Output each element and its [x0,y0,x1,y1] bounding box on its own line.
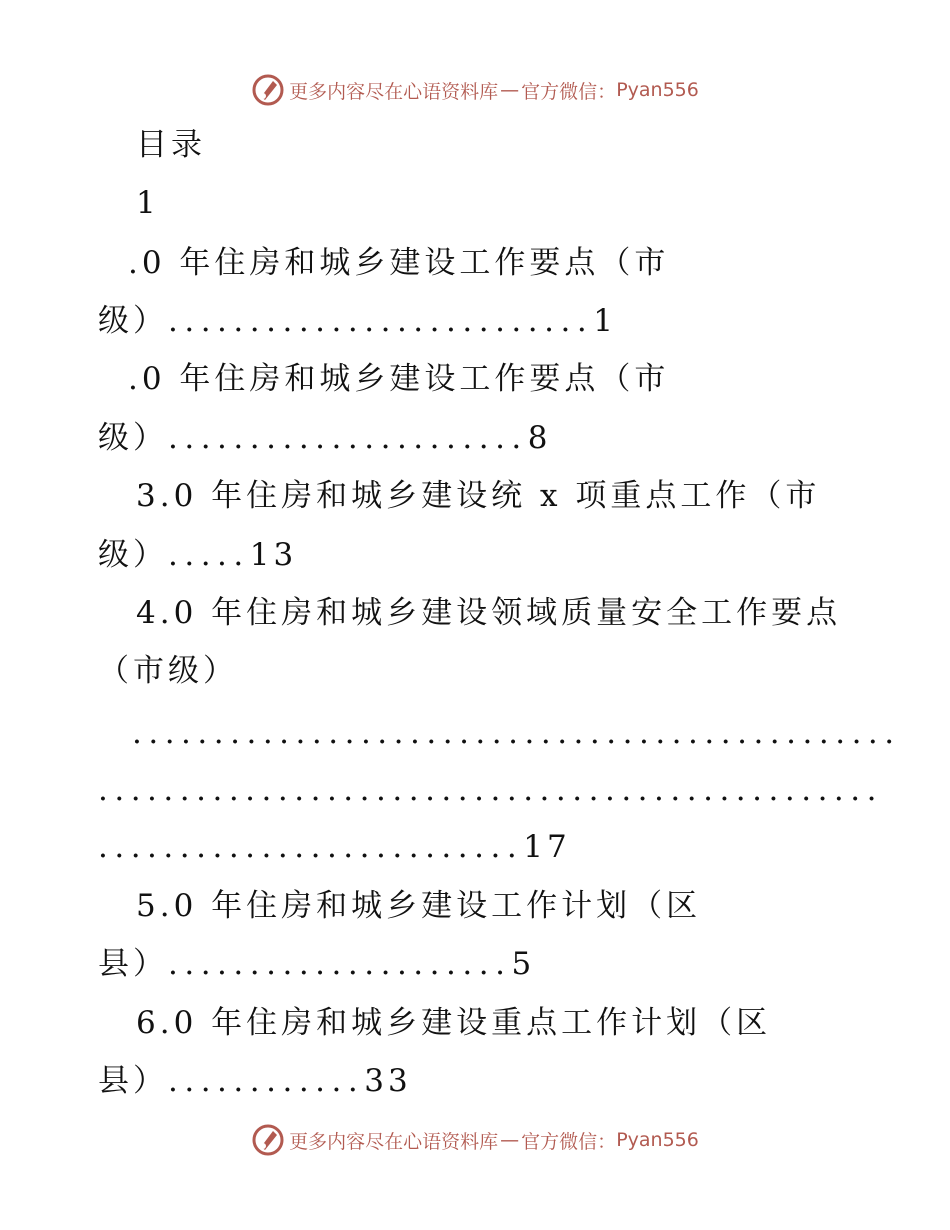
toc-entry-4-line2[interactable]: （市级） [98,653,238,689]
toc-entry-4-dots-2: ................................................ [98,772,883,808]
toc-page-number: 1 [593,303,617,339]
toc-page-number: 13 [249,537,298,573]
toc-entry-1-line1: .0 年住房和城乡建设工作要点（市 [128,245,670,281]
toc-leader-dots: ............ [168,1063,365,1099]
toc-entry-2-line1: .0 年住房和城乡建设工作要点（市 [128,361,670,397]
toc-entry-label: 级） [98,537,168,573]
toc-entry-label: 级） [98,303,168,339]
toc-page-number: 33 [364,1063,412,1099]
banner-dash: — [500,1129,520,1151]
toc-entry-label: 级） [98,420,168,456]
header-banner [0,70,950,110]
banner-text: 更多内容尽在心语资料库 [289,80,499,103]
toc-page-number: 8 [527,420,552,456]
toc-title: 目录 [136,127,206,163]
toc-entry-label: 县） [98,1063,168,1099]
toc-leader-dots: .......................... [98,829,524,865]
toc-entry-1-line2[interactable] [98,301,617,341]
footer-banner [0,1120,950,1160]
toc-entry-5-line2[interactable] [98,944,535,984]
toc-entry-5-line1: 5.0 年住房和城乡建设工作计划（区 [136,888,702,924]
toc-entry-4-line3 [98,827,571,867]
banner-text: 更多内容尽在心语资料库 [289,1130,499,1153]
toc-leader-dots: ..... [168,537,250,573]
banner-id: Pyan556 [616,1129,699,1151]
banner-dash: — [500,79,520,101]
toc-entry-4-dots-1: ............................................... [132,715,901,751]
banner-official: 官方微信： [521,1130,617,1153]
toc-entry-3-line2[interactable] [98,535,297,575]
toc-entry-2-line2[interactable] [98,418,552,458]
toc-page-number: 17 [523,829,571,865]
pen-logo-icon [251,73,285,107]
toc-entry-3-line1: 3.0 年住房和城乡建设统 x 项重点工作（市 [136,478,821,514]
toc-number: 1 [136,185,160,221]
toc-entry-label: 县） [98,946,168,982]
toc-page-number: 5 [511,946,536,982]
banner-official: 官方微信： [521,80,617,103]
toc-entry-6-line1: 6.0 年住房和城乡建设重点工作计划（区 [136,1005,772,1041]
pen-logo-icon [251,1123,285,1157]
toc-leader-dots: .......................... [168,303,594,339]
banner-id: Pyan556 [616,79,699,101]
toc-entry-6-line2[interactable] [98,1061,412,1101]
toc-entry-4-line1: 4.0 年住房和城乡建设领域质量安全工作要点 [136,595,842,631]
toc-leader-dots: ..................... [168,946,512,982]
toc-leader-dots: ...................... [168,420,528,456]
